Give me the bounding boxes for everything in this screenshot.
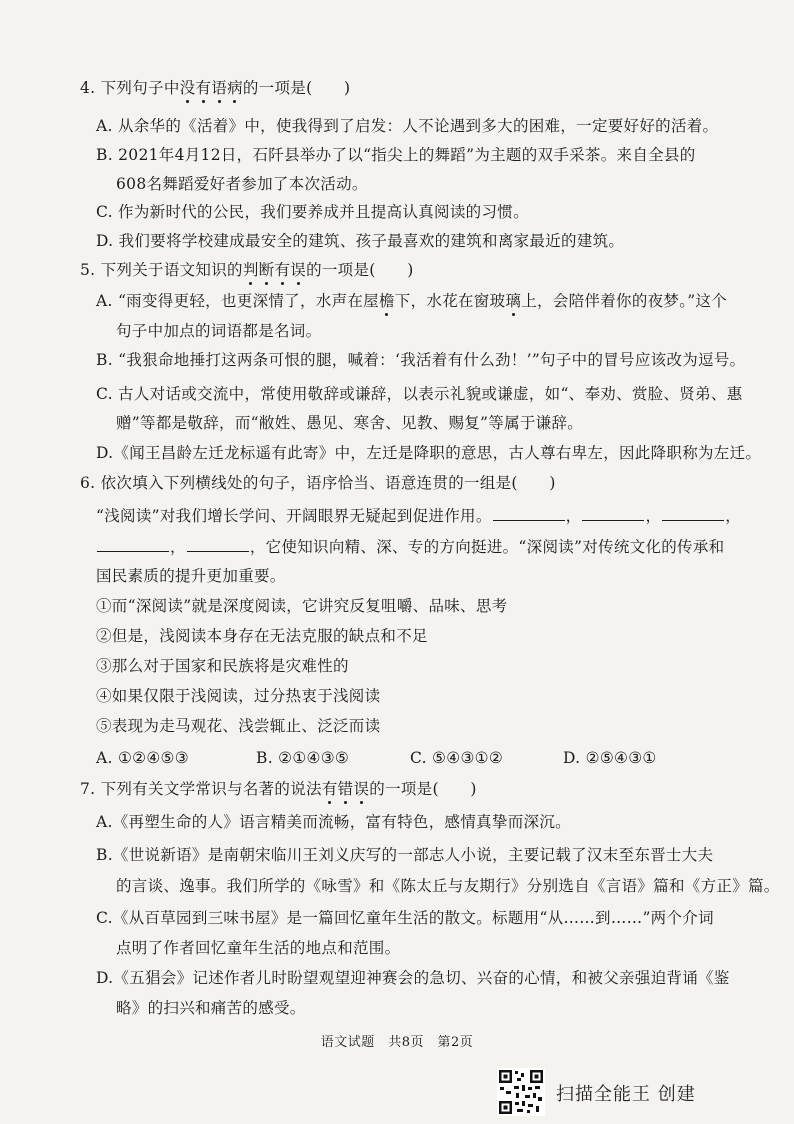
q7-stem-post: 的一项是( ) bbox=[369, 780, 477, 798]
q6-option-d: D. ②⑤④③① bbox=[563, 749, 657, 767]
q6-sep-3: ， bbox=[725, 507, 742, 525]
q5-a-dotted-word-1: 檐 bbox=[378, 292, 395, 310]
q7-option-d-line2: 略》的扫兴和痛苦的感受。 bbox=[116, 999, 306, 1017]
q6-passage-start: “浅阅读”对我们增长学问、开阔眼界无疑起到促进作用。 bbox=[96, 507, 492, 525]
q6-blank-1 bbox=[493, 506, 565, 521]
q5-a-dotted-word-2: 璃 bbox=[505, 292, 522, 310]
q4-option-b-line1: B. 2021年4月12日，石阡县举办了以“指尖上的舞蹈”为主题的双手采茶。来自全县的 bbox=[96, 146, 696, 164]
q6-sentence-4: ④如果仅限于浅阅读，过分热衷于浅阅读 bbox=[96, 687, 381, 705]
q5-option-c-line1: C. 古人对话或交流中，常使用敬辞或谦辞，以表示礼貌或谦虚，如“、奉劝、赏脸、贤弟、惠 bbox=[96, 385, 743, 403]
q6-blank-2 bbox=[582, 506, 644, 521]
q7-stem-emphasis bbox=[322, 780, 369, 798]
emphasis-char: 判 bbox=[242, 261, 259, 279]
q6-option-a: A. ①②④⑤③ bbox=[96, 749, 189, 767]
emphasis-char: 有 bbox=[195, 79, 212, 97]
q7-option-b-line1: B.《世说新语》是南朝宋临川王刘义庆写的一部志人小说，主要记载了汉末至东晋士大夫 bbox=[96, 846, 714, 864]
page-footer: 语文试题 共8页 第2页 bbox=[320, 1035, 474, 1050]
q6-blank-4 bbox=[97, 537, 169, 552]
q5-a-part2: 下，水花在窗玻 bbox=[394, 292, 506, 310]
q5-stem-emphasis bbox=[243, 261, 306, 279]
question-7-stem bbox=[80, 779, 477, 799]
q5-option-a-line1 bbox=[96, 291, 727, 311]
q6-sentence-1: ①而“深阅读”就是深度阅读，它讲究反复咀嚼、品味、思考 bbox=[96, 597, 508, 615]
q6-option-c: C. ⑤④③①② bbox=[410, 749, 504, 767]
q6-sentence-2: ②但是，浅阅读本身存在无法克服的缺点和不足 bbox=[96, 627, 428, 645]
q6-option-b: B. ②①④③⑤ bbox=[256, 749, 350, 767]
emphasis-char: 误 bbox=[353, 780, 370, 798]
q5-a-part1: A. “雨变得更轻，也更深情了，水声在屋 bbox=[96, 292, 379, 310]
emphasis-char: 断 bbox=[258, 261, 275, 279]
q7-option-c-line2: 点明了作者回忆童年生活的地点和范围。 bbox=[116, 939, 401, 957]
q6-passage-line1 bbox=[96, 506, 741, 526]
scanner-watermark: 扫描全能王 创建 bbox=[556, 1084, 696, 1105]
q6-sentence-5: ⑤表现为走马观花、浅尝辄止、泛泛而读 bbox=[96, 717, 381, 735]
q4-stem-post: 的一项是( ) bbox=[242, 79, 351, 97]
emphasis-char: 误 bbox=[290, 261, 307, 279]
q5-stem-pre: 5. 下列关于语文知识的 bbox=[80, 261, 243, 279]
emphasis-char: 病 bbox=[227, 79, 243, 97]
q6-blank-5 bbox=[187, 537, 249, 552]
q7-option-d-line1: D.《五猖会》记述作者儿时盼望观望迎神赛会的急切、兴奋的心情，和被父亲强迫背诵《鉴 bbox=[96, 969, 730, 987]
q5-option-b: B. “我狠命地捶打这两条可恨的腿，喊着：‘我活着有什么劲！’”句子中的冒号应该改为逗号。 bbox=[96, 351, 746, 369]
q6-passage-line2 bbox=[96, 537, 724, 557]
q6-sep-2: ， bbox=[645, 507, 662, 525]
emphasis-char: 有 bbox=[274, 261, 291, 279]
q4-stem-pre: 4. 下列句子中 bbox=[80, 79, 180, 97]
q5-option-a-line2: 句子中加点的词语都是名词。 bbox=[116, 322, 322, 340]
q4-option-d: D. 我们要将学校建成最安全的建筑、孩子最喜欢的建筑和离家最近的建筑。 bbox=[96, 232, 625, 250]
question-5-stem bbox=[80, 260, 414, 280]
q6-sentence-3: ③那么对于国家和民族将是灾难性的 bbox=[96, 657, 349, 675]
emphasis-char: 有 bbox=[321, 780, 338, 798]
q5-a-part3: 上，会陪伴着你的夜梦。”这个 bbox=[521, 292, 728, 310]
question-6-stem: 6. 依次填入下列横线处的句子，语序恰当、语意连贯的一组是( ) bbox=[80, 474, 556, 492]
q6-blank-3 bbox=[662, 506, 724, 521]
q6-passage-line3: 国民素质的提升更加重要。 bbox=[96, 567, 286, 585]
q7-option-c-line1: C.《从百草园到三味书屋》是一篇回忆童年生活的散文。标题用“从……到……”两个介词 bbox=[96, 909, 714, 927]
q4-option-b-line2: 608名舞蹈爱好者参加了本次活动。 bbox=[116, 175, 368, 193]
emphasis-char: 没 bbox=[179, 79, 196, 97]
qr-code-icon bbox=[497, 1068, 545, 1116]
q6-sep-4: ， bbox=[170, 538, 186, 556]
q5-option-d: D.《闻王昌龄左迁龙标遥有此寄》中，左迁是降职的意思，古人尊右卑左，因此降职称为左迁。 bbox=[96, 444, 762, 462]
q4-option-c: C. 作为新时代的公民，我们要养成并且提高认真阅读的习惯。 bbox=[96, 203, 529, 221]
q4-stem-emphasis bbox=[180, 79, 243, 97]
q4-emph-text bbox=[180, 79, 243, 97]
q7-stem-pre: 7. 下列有关文学常识与名著的说法 bbox=[80, 780, 322, 798]
emphasis-char: 语 bbox=[211, 79, 228, 97]
q7-option-a: A.《再塑生命的人》语言精美而流畅，富有特色，感情真挚而深沉。 bbox=[96, 813, 571, 831]
question-4-stem bbox=[80, 78, 350, 98]
emphasis-char: 错 bbox=[337, 780, 354, 798]
q6-passage-cont: ，它使知识向精、深、专的方向挺进。“深阅读”对传统文化的传承和 bbox=[249, 538, 725, 556]
q5-stem-post: 的一项是( ) bbox=[306, 261, 414, 279]
q6-sep-1: ， bbox=[565, 507, 582, 525]
q4-option-a: A. 从余华的《活着》中，使我得到了启发：人不论遇到多大的困难，一定要好好的活着。 bbox=[96, 117, 719, 135]
q5-option-c-line2: 赠”等都是敬辞，而“敝姓、愚见、寒舍、见教、赐复”等属于谦辞。 bbox=[116, 414, 584, 432]
q7-option-b-line2: 的言谈、逸事。我们所学的《咏雪》和《陈太丘与友期行》分别选自《言语》篇和《方正》篇。 bbox=[116, 877, 780, 895]
